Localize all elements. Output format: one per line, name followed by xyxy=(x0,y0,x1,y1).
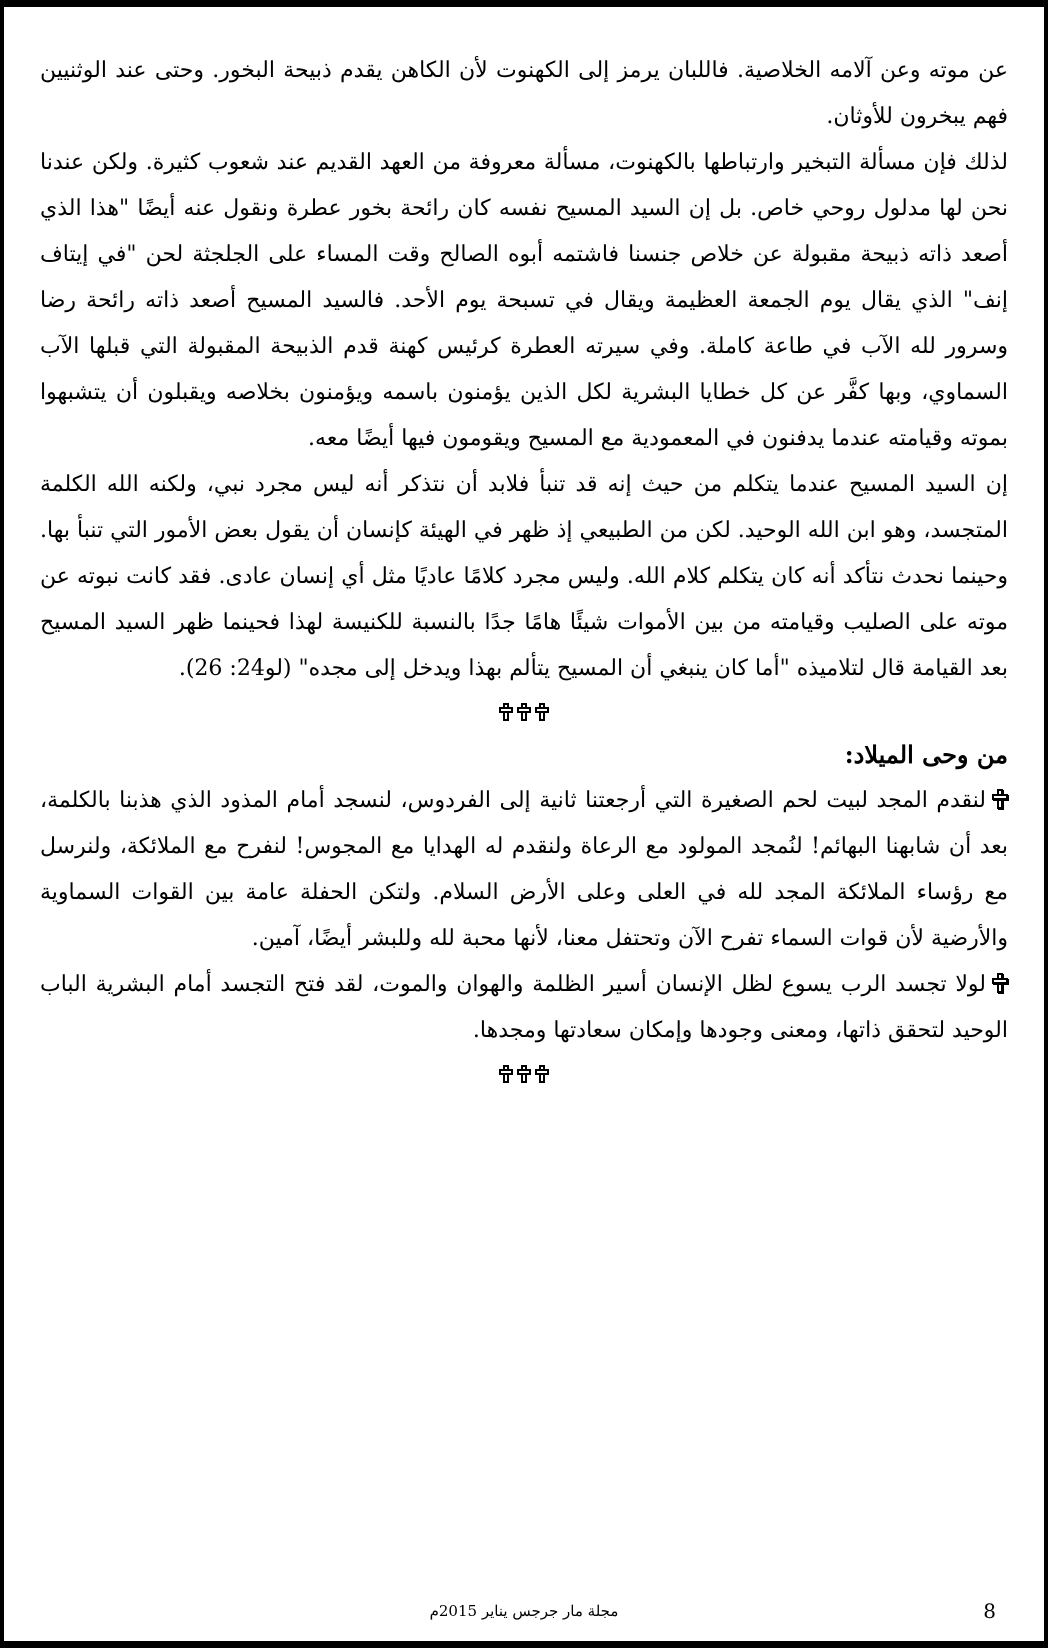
cross-icon xyxy=(499,703,513,721)
cross-icon xyxy=(992,973,1008,993)
cross-icon xyxy=(992,789,1008,809)
magazine-title: مجلة مار جرجس يناير 2015م xyxy=(429,1602,619,1620)
three-crosses-divider xyxy=(40,692,1008,732)
document-body xyxy=(40,48,1008,1094)
paragraph-text: لولا تجسد الرب يسوع لظل الإنسان أسير الظلمة والهوان والموت، لقد فتح التجسد أمام البشرية الباب الوحيد لتحقق ذاتها، ومعنى وجودها وإمكان سعادتها ومجدها. xyxy=(40,972,1008,1043)
three-crosses-divider xyxy=(40,1054,1008,1094)
bullet-paragraph xyxy=(40,962,1008,1054)
page-footer xyxy=(40,1596,1008,1626)
cross-icon xyxy=(517,703,531,721)
section-heading: من وحى الميلاد: xyxy=(844,740,1008,769)
paragraph: عن موته وعن آلامه الخلاصية. فاللبان يرمز إلى الكهنوت لأن الكاهن يقدم ذبيحة البخور. وحتى عند الوثنيين فهم يبخرون للأوثان. xyxy=(40,58,1008,129)
cross-icon xyxy=(499,1065,513,1083)
paragraph: إن السيد المسيح عندما يتكلم من حيث إنه قد تنبأ فلابد أن نتذكر أنه ليس مجرد نبي، ولكنه الله الكلمة المتجسد، وهو ابن الله الوحيد. لكن من الطبيعي إذ ظهر في الهيئة كإنسان أن يقول بعض الأمور التي تنبأ بها. وحينما نحدث نتأكد أنه كان يتكلم كلام الله. وليس مجرد كلامًا عاديًا مثل أي إنسان عادى. فقد كانت نبوته عن موته على الصليب وقيامته من بين الأموات شيئًا هامًا جدًا بالنسبة للكنيسة لهذا فحينما ظهر السيد المسيح بعد القيامة قال لتلاميذه "أما كان ينبغي أن المسيح يتألم بهذا ويدخل إلى مجده" (لو24: 26). xyxy=(40,472,1008,681)
paragraph-text: لنقدم المجد لبيت لحم الصغيرة التي أرجعتنا ثانية إلى الفردوس، لنسجد أمام المذود الذي هذبنا بالكلمة، بعد أن شابهنا البهائم! لنُمجد المولود مع الرعاة ولنقدم له الهدايا مع المجوس! لنفرح مع الملائكة، ولنرسل مع رؤساء الملائكة المجد لله في العلى وعلى الأرض السلام. ولتكن الحفلة عامة بين القوات السماوية والأرضية لأن قوات السماء تفرح الآن وتحتفل معنا، لأنها محبة لله وللبشر أيضًا، آمين. xyxy=(40,788,1008,951)
cross-icon xyxy=(535,703,549,721)
cross-icon xyxy=(535,1065,549,1083)
page-number: 8 xyxy=(983,1599,996,1623)
paragraph: لذلك فإن مسألة التبخير وارتباطها بالكهنوت، مسألة معروفة من العهد القديم عند شعوب كثيرة. ولكن عندنا نحن لها مدلول روحي خاص. بل إن السيد المسيح نفسه كان رائحة بخور عطرة ونقول عنه أيضًا "هذا الذي أصعد ذاته ذبيحة مقبولة عن خلاص جنسنا فاشتمه أبوه الصالح وقت المساء على الجلجثة لحن "في إيتاف إنف" الذي يقال يوم الجمعة العظيمة ويقال في تسبحة يوم الأحد. فالسيد المسيح أصعد ذاته رائحة رضا وسرور لله الآب في طاعة كاملة. وفي سيرته العطرة كرئيس كهنة قدم الذبيحة المقبولة التي قبلها الآب السماوي، وبها كفَّر عن كل خطايا البشرية لكل الذين يؤمنون باسمه ويؤمنون بخلاصه ويقبلون أن يتشبهوا بموته وقيامته عندما يدفنون في المعمودية مع المسيح ويقومون فيها أيضًا معه. xyxy=(40,150,1008,451)
cross-icon xyxy=(517,1065,531,1083)
bullet-paragraph xyxy=(40,778,1008,962)
